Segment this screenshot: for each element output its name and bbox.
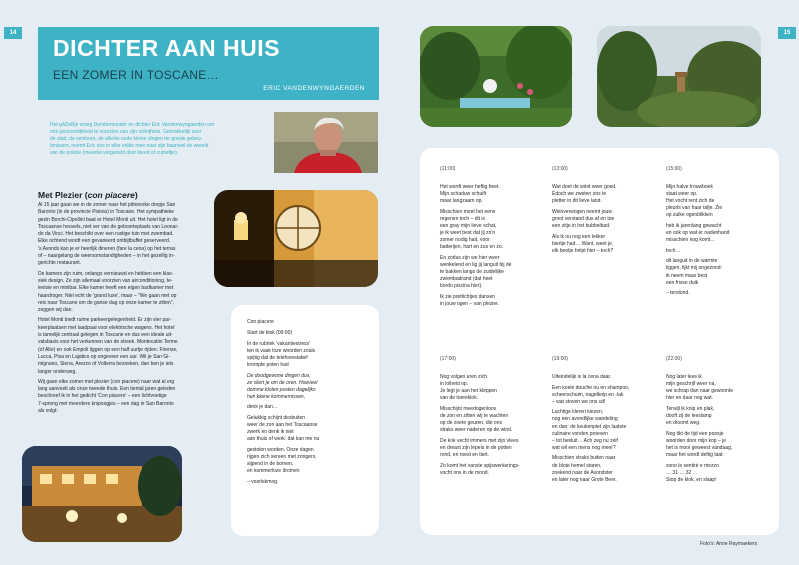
poem-line: … 31 … 32 … <box>666 469 698 476</box>
poem-line: ze sliert je om de oren. Hoeveel <box>247 379 318 386</box>
poem-line: ik neem maar best <box>666 272 708 279</box>
poem-line: ten ik vaak loze woorden zoals <box>247 347 316 354</box>
poem-line: en kommerloze dromen <box>247 468 300 475</box>
poem-line: Ik zie prettichtjes dansen <box>440 293 496 300</box>
poem-line: Misschijnt meedogenloos <box>440 405 497 412</box>
intro-line: de stad, de senioren, de allerlei oude kleine dingen ter goede gebeu- <box>50 136 203 142</box>
poem-line: toch… <box>666 247 681 254</box>
poem-line: zwembadrand (dat heet <box>440 276 493 283</box>
article-body <box>38 202 208 415</box>
poem-line: hun kleine kommernissen, <box>247 393 306 400</box>
page-number-left: 14 <box>4 27 22 39</box>
poem-line: groot verstand dus af en toe <box>552 215 615 222</box>
poem-line: Het wordt weer heftig heet. <box>440 184 500 190</box>
poem-line: – voorlekmog. <box>247 478 279 485</box>
intro-line: tenissen, neemt Eric ons in elke editie mee naar zijn baanwel de wereld <box>50 143 209 149</box>
poem-line: een frisse duik <box>666 279 699 286</box>
poem-line: straks weer naderen op de wind. <box>440 427 513 434</box>
article-line: do da Vinci. Het beschikt over een rustige tuin met zwembad. <box>38 231 174 238</box>
poem-line: Misschien moet het eens <box>440 208 496 215</box>
stanza-gap <box>666 484 770 488</box>
intro-line: Het gAZeBje vroeg Dendermonder en dichter Eric Vandenwyngaerden om <box>50 122 215 128</box>
article-line: Toscaanse heuvels, niet ver van de geboorteplaats van Leonar- <box>38 223 179 230</box>
article-line: Baronto (in de provincie Pistoia) in Toscane. Het sympathieke <box>38 209 175 216</box>
poem-line: pletter in dit lieve land. <box>552 198 602 205</box>
poem-line: Nog volgen uren zich <box>440 374 487 380</box>
poem-line: en later nog naar Grote Beer. <box>552 476 617 483</box>
garden-pool-photo <box>420 26 572 127</box>
poem-line: Nog later lees ik <box>666 374 702 380</box>
poem-line: en ook op wat er nadenhand <box>666 230 730 237</box>
article-line: 's Avonds kan je er heerlijk dineren (fare la cena) op het terras <box>38 245 176 252</box>
poem-line: aan thuis of werk: dat kan me nu <box>247 436 320 443</box>
poem-block <box>666 184 770 301</box>
poem-line: in lolheid op. <box>440 381 469 388</box>
article-line: Lucca, Pisa en Lajatico op ongeveer een uur. Wil je San Gi- <box>38 353 171 360</box>
poem-line: en dreast zijn lepels in de potten <box>440 444 512 451</box>
poem-line: biertje had… Want, weet je, <box>552 240 614 247</box>
poem-line: wenkelend en lig jij languit bij de <box>440 261 512 268</box>
poem-card-continued <box>420 148 779 535</box>
poem-line: rijgen zich sereen met zongers, <box>247 454 317 460</box>
poem-line: sijpend in de bomen, <box>247 461 294 468</box>
poem-line: staat weer op. <box>666 191 698 198</box>
poem-line: maar het wordt deftig laat: <box>666 451 724 458</box>
poem-block <box>552 184 656 258</box>
poem-line: gestolen worden. Onze dagen <box>247 446 314 453</box>
stanza-gap <box>247 486 373 490</box>
stanza-gap <box>440 477 544 481</box>
poem-line: Weloverwogen neemt jouw <box>552 208 612 215</box>
article-line: keerplaatsen met laadpaal voor elektrische wagens. Het hotel <box>38 324 175 331</box>
poem-block <box>440 374 544 480</box>
poem-line: op de zoete geuren, die ons <box>440 420 502 427</box>
poem-line: Gelukkig schijnt desbuiten <box>247 415 306 422</box>
poem-line: spijtig dat de telefoonstatief <box>247 354 308 361</box>
poem-line: heb ik jarenlang gewacht <box>666 222 722 229</box>
article-line: Elke ochtend wordt een gevarieerd ontbijtbuffet geserveerd. <box>38 238 171 245</box>
poem-line: culinaire vonden proeven <box>552 430 608 437</box>
heading-end: ) <box>134 190 138 200</box>
tuscan-landscape-photo <box>597 26 761 127</box>
poem-card-con-piacere <box>231 305 379 536</box>
poem-line: Terwijl ik knip en plak, <box>666 405 715 412</box>
poem-line: krompte poten had <box>247 361 289 368</box>
poem-line: Je legt je aan het kleppen <box>440 388 497 395</box>
poem-line: Misschien straks buiten naar <box>552 455 616 462</box>
poem-line: nog een avondlijke wandeling <box>552 416 618 423</box>
article-line: siek design. Ze zijn allemaal voorzien van airconditioning, te- <box>38 277 173 284</box>
article-line: De kamers zijn ruim, onlangs vernieuwd en hebben een klas- <box>38 270 174 277</box>
article-line: of – naargelang de weersomstandigheden – in het gezellig in- <box>38 253 175 260</box>
hotel-terrace-photo <box>22 446 182 542</box>
page-title: DICHTER AAN HUIS <box>53 35 280 61</box>
poem-line: misschien nog komt… <box>666 237 716 244</box>
article-line: lang aanvoelt als onze tweede thuis. Een tiental jaren geleden <box>38 386 176 393</box>
poem-time-stamp: (15:00) <box>666 166 682 172</box>
article-line: Wij gaan elke zomer met plezier (con piacere) naar wat al erg <box>38 378 175 385</box>
article-line: langer onderweg. <box>38 368 77 375</box>
poem-title: Con piacere <box>247 319 274 325</box>
poem-line: vocht ons in de mond. <box>440 469 489 476</box>
poem-line: wat wil een mens nog meer? <box>552 444 616 451</box>
poem-line: de zon en zitten wij te wachten <box>440 412 509 419</box>
article-line: 7-sprong met meerdere knipoogjes – een dag in San Baronto <box>38 400 174 407</box>
poem-line: mijn geschrijf weer na, <box>666 381 716 388</box>
poem-time-stamp: (13:00) <box>552 166 568 172</box>
poem-line: Stop de klok, en slaap! <box>666 476 717 483</box>
poem-line: sono le sentiré e mezzo <box>666 462 719 469</box>
author-name: ERIC VANDENWYNGAERDEN <box>263 85 365 92</box>
poem-block <box>552 374 656 487</box>
poem-line: Mijn halve trouwboek <box>666 184 713 190</box>
poem-line: batterijen, hart en zus en zo. <box>440 244 504 251</box>
poem-line: en droomt weg. <box>666 420 701 427</box>
poem-line: weer de zon aan het Toscaanse <box>247 422 318 429</box>
poem-line: op zulke ogenblikken <box>666 212 713 219</box>
poem-line: hier en daar nog wat. <box>666 395 713 402</box>
poem-line: zwerk en denk ik niet <box>247 429 294 436</box>
photo-credit: Foto's: Anne Raymaekers <box>700 541 758 547</box>
poem-line: De kok vecht immers met zijn vlees <box>440 437 519 444</box>
poem-line: we schrap dan naar gewoonte <box>666 388 733 395</box>
article-line: reis naar Toscane om de ganse dag op onze kamer te zitten", <box>38 299 174 306</box>
article-line: mignano, Siena, Arezzo of Volterra bezoeken, dan ben je iets <box>38 361 174 368</box>
stanza-gap <box>440 308 544 312</box>
poem-line: scheerschuim, nagelknip en -lak <box>552 391 624 398</box>
article-line: valsbasis voor het verkennen van de streek. Montecatini Terme <box>38 339 178 346</box>
poem-line: Start de klok (09:00) <box>247 330 293 337</box>
hotel-lamp-photo <box>214 190 378 287</box>
poem-line: woorden door mijn kop – je <box>666 437 727 444</box>
poem-line: denk je dan… <box>247 404 278 411</box>
poem-line: pleurls van haar tafje. Zie <box>666 205 723 212</box>
poem-line: De doodgewone dingen dus, <box>247 372 311 379</box>
poem-line: zomer nodig had, voor <box>440 237 490 244</box>
poem-line: te bakken langs de zuidelijke <box>440 269 504 276</box>
poem-line: Nog tikt de tijd een poosje <box>666 430 724 437</box>
article-line: levisie en minibar. Elke kamer heeft een eigen badkamer met <box>38 285 174 292</box>
poem-line: regenen toch – dit is <box>440 215 486 222</box>
poem-line: – terstond. <box>666 290 690 297</box>
header-banner <box>38 27 379 100</box>
heading-italic: con piacere <box>87 190 135 200</box>
poem-line: rond, en roest en tiert. <box>440 451 489 458</box>
poem-block <box>440 184 544 312</box>
poem-line: maar langzaam op. <box>440 198 483 205</box>
poem-block <box>666 374 770 487</box>
poem-line: In de rubriek 'vakantiestress' <box>247 340 311 347</box>
poem-time-stamp: (11:00) <box>440 166 456 172</box>
poem-line: Als ik nu nog een lekker <box>552 233 606 240</box>
poem-line: een gray mijn lieve schat, <box>440 222 497 229</box>
poem-time-stamp: (17:00) <box>440 356 456 362</box>
poem-line: En zodus zijn we hier weer <box>440 254 500 261</box>
poem-line: – tot besluit… Ach zeg nu zelf <box>552 437 618 444</box>
poem-time-stamp: (22:00) <box>666 356 682 362</box>
poem-line: het is mooi geweest vandaag, <box>666 444 733 451</box>
poem-line: in jouw ogen – van plezier. <box>440 300 499 307</box>
intro-line: ons persoonlijkheid te voorzien van zijn schrijfsels. Gemakkelijk voor <box>50 129 202 135</box>
intro-text <box>50 122 266 157</box>
poem-line: elk beetje helpt hier – toch? <box>552 247 614 254</box>
poem-line: Luchtige kleren kiezen, <box>552 409 604 416</box>
stanza-gap <box>666 297 770 301</box>
poem-line: de blote hemel staren, <box>552 462 602 469</box>
poem-line: Wat doet de wind weer goed. <box>552 184 617 190</box>
page-subtitle: EEN ZOMER IN TOSCANE… <box>53 68 219 82</box>
article-line: als volgt: <box>38 408 58 415</box>
stanza-gap <box>552 255 656 259</box>
poem-line: bordo piscina hier). <box>440 283 483 290</box>
poem-line: Uiteindelijk is la cena daar. <box>552 374 612 380</box>
poem-line: een zitje in het bubbelbad. <box>552 222 611 229</box>
poem-line: liggen, lijkt mij ongezond: <box>666 265 722 272</box>
article-line: gezin Borchi-Cipollini baat er Hotel Monti uit. Het hotel ligt in de <box>38 216 178 223</box>
poem-line: Mijn schaduw schuift <box>440 191 487 198</box>
poem-time-stamp: (19:00) <box>552 356 568 362</box>
poem-line: domme kloten posten dagelijks <box>247 386 316 393</box>
poem-line: Zo komt het vanste spijswerkerings- <box>440 462 520 469</box>
article-line: Al 15 jaar gaan we in de zomer naar het pittoreske dorpje San <box>38 202 176 208</box>
poem-line: Een koele douche nu en shampoo, <box>552 384 630 391</box>
article-line: haardroger. Niet echt de 'grand luxe', maar – "We gaan met op <box>38 292 177 299</box>
poem-line: zoekend naar de Avondster <box>552 469 613 476</box>
intro-line: van de poëzie (meestal vergezeld door kleed of cumeltje). <box>50 150 179 156</box>
heading-text: Met Plezier ( <box>38 190 88 200</box>
article-line: zeggen wij dan. <box>38 307 73 314</box>
article-heading <box>38 190 138 200</box>
poem-line: en dan: de keukenpiet zijn laatste <box>552 423 627 430</box>
article-line: is tamelijk centraal gelegen in Toscane en dus een ideale uit- <box>38 332 173 339</box>
article-line: beschreef ik in het gedicht 'Con piacere' – een lichtvoetige <box>38 393 167 400</box>
poem-line: dooft zij de leeslamp <box>666 412 712 419</box>
page-number-right: 15 <box>778 27 796 39</box>
poem-line: Het vocht rent zich de <box>666 198 715 205</box>
article-line: Hotel Monti biedt ruime parkeergelegenheid. Er zijn vier par- <box>38 317 172 324</box>
poem-line: je ik weet best dat jij zo'n <box>440 230 496 237</box>
poem-line: van de toereklok. <box>440 395 479 402</box>
author-portrait-photo <box>274 112 378 173</box>
poem-line: – wat stoven we ons uit! <box>552 398 606 405</box>
poem-line: Édoch we zweten ons te <box>552 191 607 198</box>
poem-con-piacere <box>247 319 373 489</box>
poem-line: dit languit in de warmte <box>666 258 718 265</box>
article-line: gerichte restaurant. <box>38 260 82 267</box>
article-line: (of Alto) en ook Empoli liggen op een half uurtje rijden. Firenze, <box>38 346 178 353</box>
stanza-gap <box>552 484 656 488</box>
